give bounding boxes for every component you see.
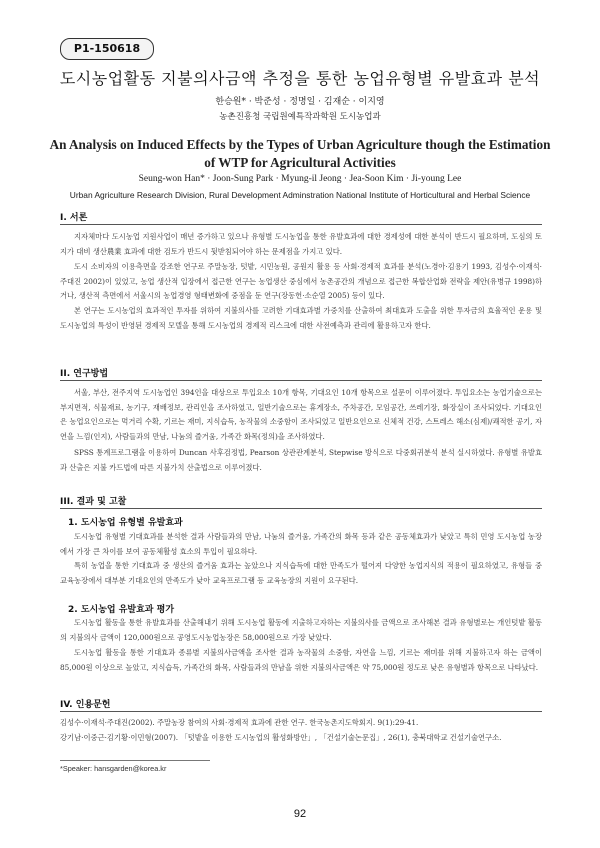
authors-korean: 한승원* · 박준성 · 정명일 · 김재순 · 이지영 xyxy=(215,97,385,107)
section-divider xyxy=(60,224,542,225)
results-paragraph: 특히 농업을 통한 기대효과 중 생산의 즐거움 효과는 높았으나 지식습득에 대한 만족도가 떨어져 다양한 농업지식의 적용이 필요하였고, 유형들 중 교육농장에서 대부분 기대요인의 만족도가 낮아 교육프로그램 등 교육농장의 지원이 요구된다. xyxy=(60,561,542,585)
page-number: 92 xyxy=(293,808,307,820)
section-divider xyxy=(60,380,542,381)
affiliation-english: Urban Agriculture Research Division, Rural Development Adminstration National Institute of Horticultural and Herbal Science xyxy=(69,190,531,200)
section-heading-intro: I. 서론 xyxy=(60,213,88,223)
reference-item: 강기남·이중근·김기황·이민형(2007). 「텃밭을 이용한 도시농업의 활성화방안」, 「건설기술논문집」, 26(1), 충북대학교 건설기술연구소. xyxy=(60,733,502,742)
results-paragraph: 도시농업 유형별 기대효과를 분석한 결과 사람들과의 만남, 나눔의 즐거움, 가족간의 화목 등과 같은 공동체효과가 낮았고 특히 민영 도시농업 농장에서 가장 큰 차이를 보여 공동체활성 효소의 투입이 필요하다. xyxy=(60,532,542,556)
paper-id-badge: P1-150618 xyxy=(60,38,154,60)
intro-paragraph: 본 연구는 도시농업의 효과적인 투자를 위하여 지불의사를 고려한 기대효과별 가중치를 산출하여 최대효과 도출을 위한 투자금의 효율적인 운용 및 도시농업의 특성이 반영된 경제적 모델을 통해 도시농업의 경제적 리스크에 대한 사전예측과 관리에 활용하고자 한다. xyxy=(60,306,542,330)
reference-item: 김성수·이재석·주대진(2002). 주말농장 참여의 사회·경제적 효과에 관한 연구. 한국농촌지도학회지. 9(1):29-41. xyxy=(60,718,419,727)
authors-english: Seung-won Han* · Joon-Sung Park · Myung-il Jeong · Jea-Soon Kim · Ji-young Lee xyxy=(138,174,462,184)
section-heading-references: IV. 인용문헌 xyxy=(60,700,111,710)
affiliation-korean: 농촌진흥청 국립원예특작과학원 도시농업과 xyxy=(219,112,381,122)
subsection-heading: 2. 도시농업 유발효과 평가 xyxy=(68,605,175,615)
section-divider xyxy=(60,508,542,509)
intro-paragraph: 지자체마다 도시농업 지원사업이 매년 증가하고 있으나 유형별 도시농업을 통한 유발효과에 대한 경제성에 대한 분석이 반드시 필요하며, 도심의 토지가 대비 생산農業 효과에 대한 검토가 반드시 뒷받침되어야 하는 문제점을 가지고 있다. xyxy=(60,232,542,256)
section-heading-methods: II. 연구방법 xyxy=(60,369,109,379)
subsection-heading: 1. 도시농업 유형별 유발효과 xyxy=(68,518,183,528)
intro-paragraph: 도시 소비자의 이용측면을 강조한 연구로 주말농장, 텃밭, 시민농원, 공원지 활용 등 사회·경제적 효과를 분석(노경아·김용기 1993, 김성수·이재석·주대진 2002)이 있었고, 농업 생산적 입장에서 접근한 연구는 농업생산 중심에서 농촌공간의 개념으로 접근한 복합산업화 전략을 제안(유병규 1998)하거나, 생산적 측면에서 서울시의 농업경영 형태변화에 중점을 둔 연구(장동헌·소순열 2005) 등이 있다. xyxy=(60,262,542,301)
methods-paragraph: 서울, 부산, 전주지역 도시농업인 394인을 대상으로 투입요소 10개 항목, 기대요인 10개 항목으로 설문이 이루어졌다. 투입요소는 농업기술으로는 부지면적, 식물재료, 농기구, 재배정보, 관리인을 조사하였고, 일반기술으로는 휴게장소, 주차공간, 모임공간, 쓰레기장, 화장실이 조사되었다. 기대요인은 농업요인으로는 먹거리 수확, 기르는 재미, 지식습득, 농작물의 소중함이 조사되었고 일반요인으로 신체적 건강, 스트레스 해소(심제)/쾌적한 공기, 자연을 느낌(인지), 사람들과의 만남, 나눔의 즐거움, 가족간 화목(정의)을 조사하였다. xyxy=(60,388,542,441)
speaker-footnote: *Speaker: hansgarden@korea.kr xyxy=(60,764,167,773)
footnote-divider xyxy=(60,760,210,761)
section-heading-results: III. 결과 및 고찰 xyxy=(60,497,127,507)
methods-paragraph: SPSS 통계프로그램을 이용하여 Duncan 사후검정법, Pearson 상관관계분석, Stepwise 방식으로 다중회귀분석 분석 실시하였다. 유형별 유발효과 산출은 지불 카드법에 따른 지불가치 산출법으로 이루어졌다. xyxy=(60,448,542,472)
results-paragraph: 도시농업 활동을 통한 기대효과 종류별 지불의사금액을 조사한 결과 농작물의 소중함, 자연을 느낌, 기르는 재미를 위해 지불하고자 하는 금액이 85,000원 이상으로 높았고, 지식습득, 가족간의 화목, 사람들과의 만남을 위한 지불의사금액은 약 75,000원 정도로 낮은 유형별과 항목으로 나타났다. xyxy=(60,648,542,672)
title-korean: 도시농업활동 지불의사금액 추정을 통한 농업유형별 유발효과 분석 xyxy=(59,69,541,88)
section-divider xyxy=(60,711,542,712)
title-english: An Analysis on Induced Effects by the Types of Urban Agriculture though the Estimation of WTP for Agricultural Activities xyxy=(49,137,551,170)
results-paragraph: 도시농업 활동을 통한 유발효과를 산출해내기 위해 도시농업 활동에 지출하고자하는 지불의사를 금액으로 조사해본 결과 유형별로는 개인텃밭 활동의 지불의사 금액이 120,000원으로 공영도시농업농장은 58,000원으로 가장 낮았다. xyxy=(60,618,542,642)
